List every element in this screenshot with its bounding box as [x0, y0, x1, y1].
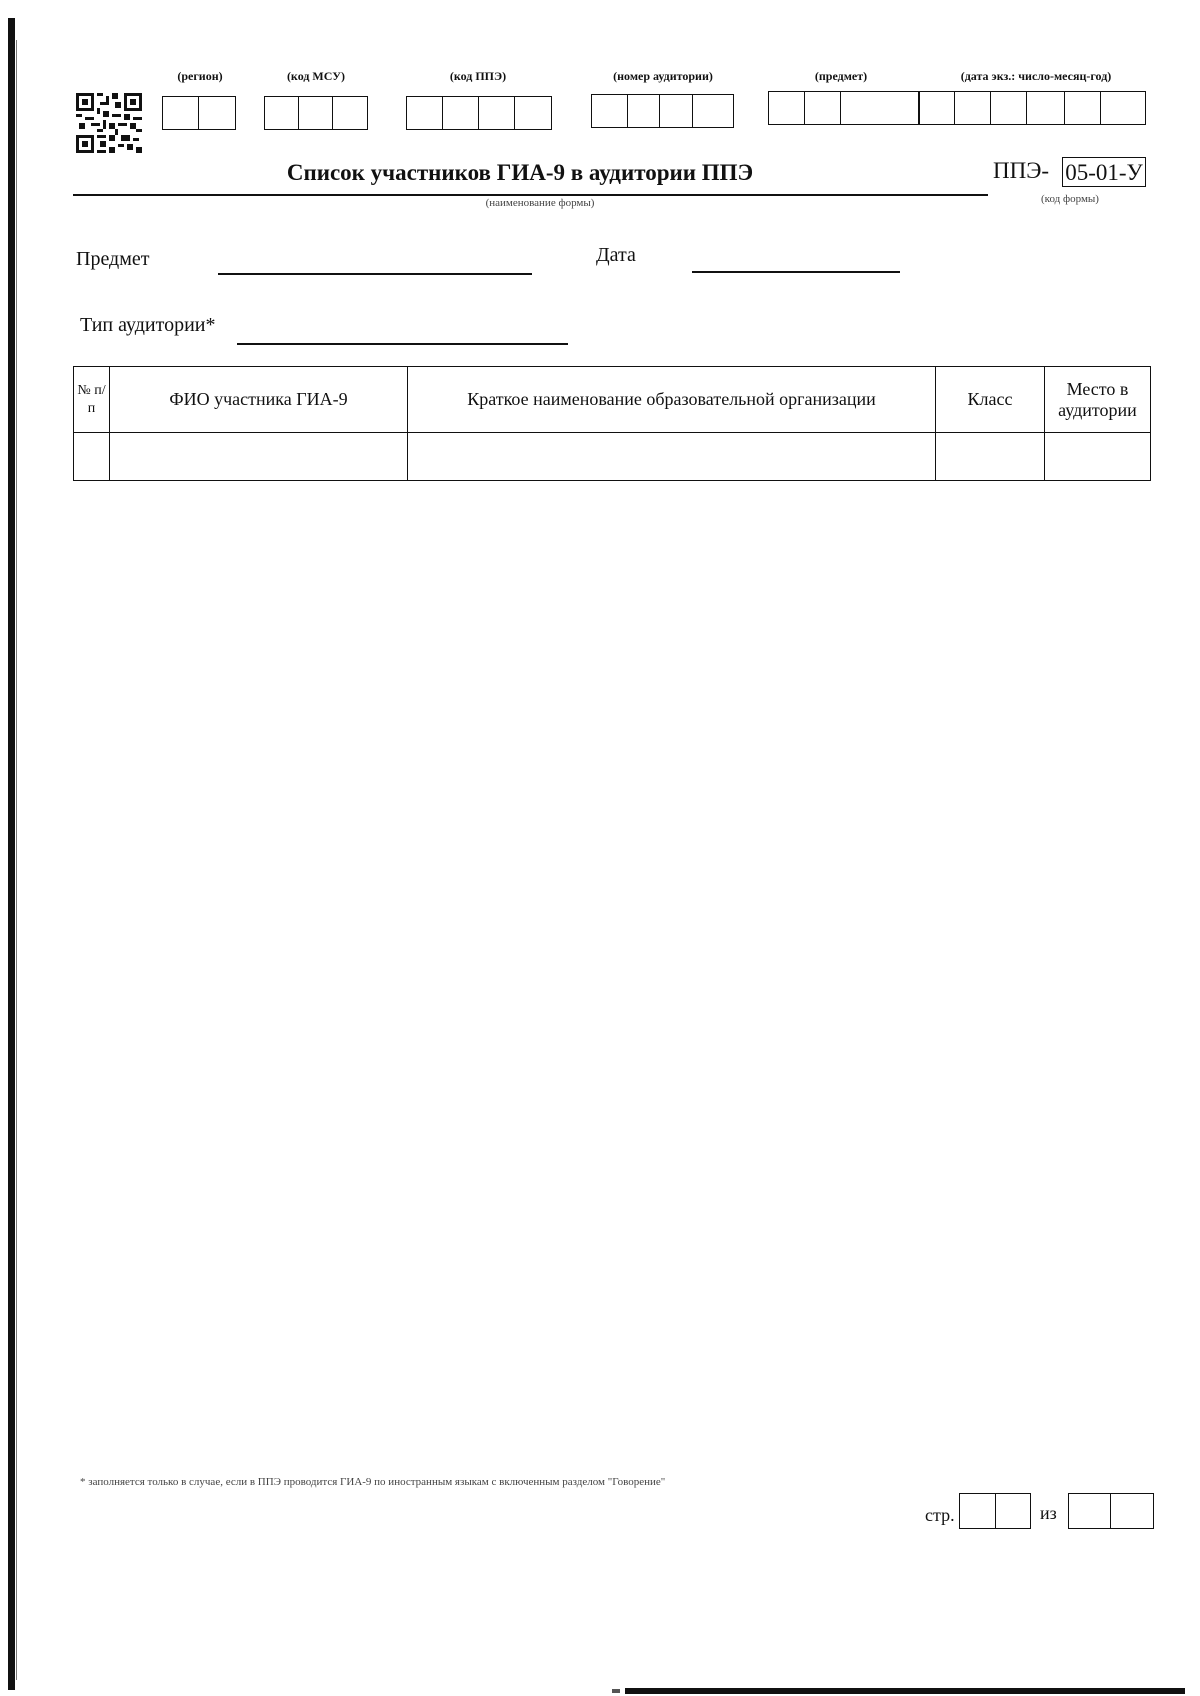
region-code-boxes[interactable] — [162, 96, 236, 130]
code-box-cell[interactable] — [1069, 1494, 1111, 1528]
code-box-cell[interactable] — [407, 97, 443, 129]
table-cell-num[interactable] — [74, 433, 110, 481]
code-box-cell[interactable] — [996, 1494, 1030, 1528]
code-box-cell[interactable] — [991, 92, 1027, 124]
col-header-class: Класс — [936, 367, 1045, 433]
code-box-cell[interactable] — [960, 1494, 996, 1528]
scan-edge-bottom — [625, 1688, 1185, 1694]
col-header-org: Краткое наименование образовательной организации — [408, 367, 936, 433]
code-box-cell[interactable] — [769, 92, 805, 124]
room-caption: (номер аудитории) — [613, 69, 713, 83]
code-box-cell[interactable] — [693, 95, 733, 127]
table-cell-org[interactable] — [408, 433, 936, 481]
form-code: 05-01-У — [1062, 157, 1146, 187]
subject-code-boxes[interactable] — [768, 91, 920, 125]
scan-edge-hairline — [16, 40, 17, 1680]
code-box-cell[interactable] — [1065, 92, 1101, 124]
table-row — [74, 433, 1151, 481]
footnote: * заполняется только в случае, если в ППЭ проводится ГИА-9 по иностранным языкам с включенным разделом "Говорение" — [80, 1476, 666, 1488]
code-box-cell[interactable] — [919, 92, 955, 124]
participants-table — [73, 366, 1151, 481]
qr-code-icon — [76, 93, 142, 153]
scan-edge-bottom-tick — [612, 1689, 620, 1693]
msu-caption: (код МСУ) — [286, 69, 346, 83]
col-header-seat: Место в аудитории — [1045, 367, 1151, 433]
room-type-field-line[interactable] — [237, 343, 568, 345]
room-type-label: Тип аудитории* — [80, 314, 216, 336]
subject-label: Предмет — [76, 248, 150, 270]
table-cell-class[interactable] — [936, 433, 1045, 481]
page-total-boxes[interactable] — [1068, 1493, 1154, 1529]
code-box-cell[interactable] — [299, 97, 333, 129]
msu-code-boxes[interactable] — [264, 96, 368, 130]
form-code-prefix: ППЭ- — [993, 158, 1050, 183]
scan-edge-left — [8, 18, 15, 1690]
ppe-code-boxes[interactable] — [406, 96, 552, 130]
code-box-cell[interactable] — [841, 92, 919, 124]
code-box-cell[interactable] — [805, 92, 841, 124]
code-box-cell[interactable] — [479, 97, 515, 129]
subject-field-line[interactable] — [218, 273, 532, 275]
subject-caption: (предмет) — [814, 69, 868, 83]
code-box-cell[interactable] — [660, 95, 693, 127]
code-box-cell[interactable] — [1101, 92, 1145, 124]
code-box-cell[interactable] — [628, 95, 660, 127]
date-caption: (дата экз.: число-месяц-год) — [960, 69, 1112, 83]
ppe-caption: (код ППЭ) — [449, 69, 507, 83]
code-box-cell[interactable] — [163, 97, 199, 129]
table-cell-fio[interactable] — [110, 433, 408, 481]
title-underline — [73, 194, 988, 196]
form-title: Список участников ГИА-9 в аудитории ППЭ — [286, 160, 754, 185]
code-box-cell[interactable] — [333, 97, 367, 129]
region-caption: (регион) — [177, 69, 223, 83]
code-box-cell[interactable] — [515, 97, 551, 129]
exam-date-boxes[interactable] — [918, 91, 1146, 125]
code-box-cell[interactable] — [199, 97, 235, 129]
form-code-caption: (код формы) — [1041, 193, 1099, 205]
room-number-boxes[interactable] — [591, 94, 734, 128]
page-of-label: из — [1040, 1503, 1057, 1523]
code-box-cell[interactable] — [1027, 92, 1065, 124]
page-label: стр. — [925, 1505, 955, 1525]
form-title-caption: (наименование формы) — [485, 197, 595, 209]
date-label: Дата — [596, 244, 636, 266]
code-box-cell[interactable] — [1111, 1494, 1153, 1528]
code-box-cell[interactable] — [265, 97, 299, 129]
date-field-line[interactable] — [692, 271, 900, 273]
table-header-row — [74, 367, 1151, 433]
code-box-cell[interactable] — [443, 97, 479, 129]
page-number-boxes[interactable] — [959, 1493, 1031, 1529]
code-box-cell[interactable] — [955, 92, 991, 124]
col-header-fio: ФИО участника ГИА-9 — [110, 367, 408, 433]
code-box-cell[interactable] — [592, 95, 628, 127]
table-cell-seat[interactable] — [1045, 433, 1151, 481]
col-header-num: № п/п — [74, 367, 110, 433]
